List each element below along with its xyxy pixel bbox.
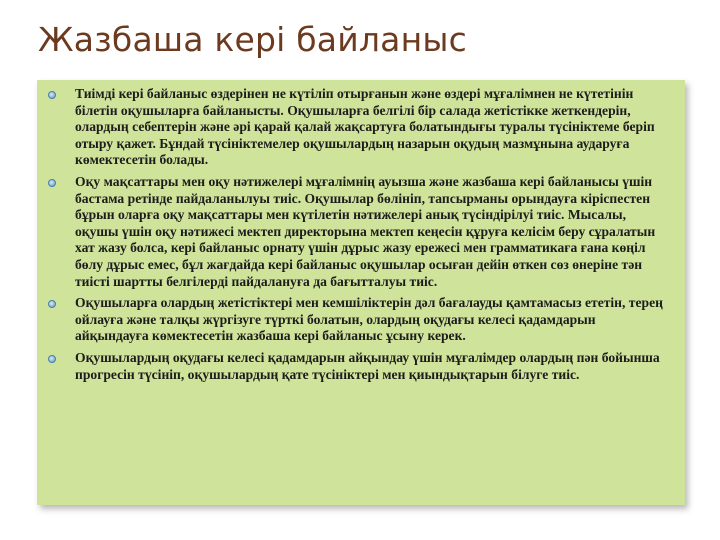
bullet-item — [75, 174, 665, 290]
bullet-item — [75, 86, 665, 169]
bullet-text: Оқушыларға олардың жетістіктері мен кемшіліктерін дәл бағалауды қамтамасыз ететін, терең ойлауға және талқы жүргізуге түрткі болатын, олардың оқудағы келесі қадамдарын айқындауға көмектесетін жазбаша кері байланыс ұсыну керек. — [75, 295, 663, 344]
bullet-item — [75, 295, 665, 345]
bullet-dot-icon — [48, 91, 56, 99]
slide-title: Жазбаша кері байланыс — [38, 20, 467, 59]
bullet-text: Оқу мақсаттары мен оқу нәтижелері мұғалімнің ауызша және жазбаша кері байланысы үшін бастама ретінде пайдаланылуы тиіс. Оқушылар бөлініп, тапсырманы орындауға кіріспестен бұрын оларға оқу мақсаттары мен күтілетін нәтижелері анық түсіндірілуі тиіс. Мысалы, оқушы үшін оқу нәтижесі мектеп директорына мектеп кеңесін құруға келісім беру сұралатын хат жазу болса, кері байланыс орнату үшін дұрыс жазу ережесі мен грамматикаға ғана көңіл бөлу дұрыс емес, бұл жағдайда кері байланыс оқушылар осыған дейін өткен сөз өнеріне тән тиісті шартты белгілерді пайдалануға да бағытталуы тиіс. — [75, 173, 656, 289]
bullet-dot-icon — [48, 355, 56, 363]
bullet-text: Тиімді кері байланыс өздерінен не күтіліп отырғанын және өздері мұғалімнен не күтетінін білетін оқушыларға байланысты. Оқушыларға белгілі бір салада жетістікке жеткендерін, олардың себептерін және әрі қарай қалай жақсартуға болатындығы туралы түсініктеме беріп отыру қажет. Бұндай түсініктемелер оқушылардың назарын оқудың мазмұнына аударуға көмектесетін болады. — [75, 86, 655, 168]
bullet-item — [75, 350, 665, 383]
bullet-dot-icon — [48, 300, 56, 308]
bullet-text: Оқушылардың оқудағы келесі қадамдарын айқындау үшін мұғалімдер олардың пән бойынша прогресін түсініп, оқушылардың қате түсініктері мен қиындықтарын білуге тиіс. — [75, 349, 660, 382]
bullet-list — [37, 80, 685, 383]
content-box — [37, 80, 685, 505]
bullet-dot-icon — [48, 179, 56, 187]
